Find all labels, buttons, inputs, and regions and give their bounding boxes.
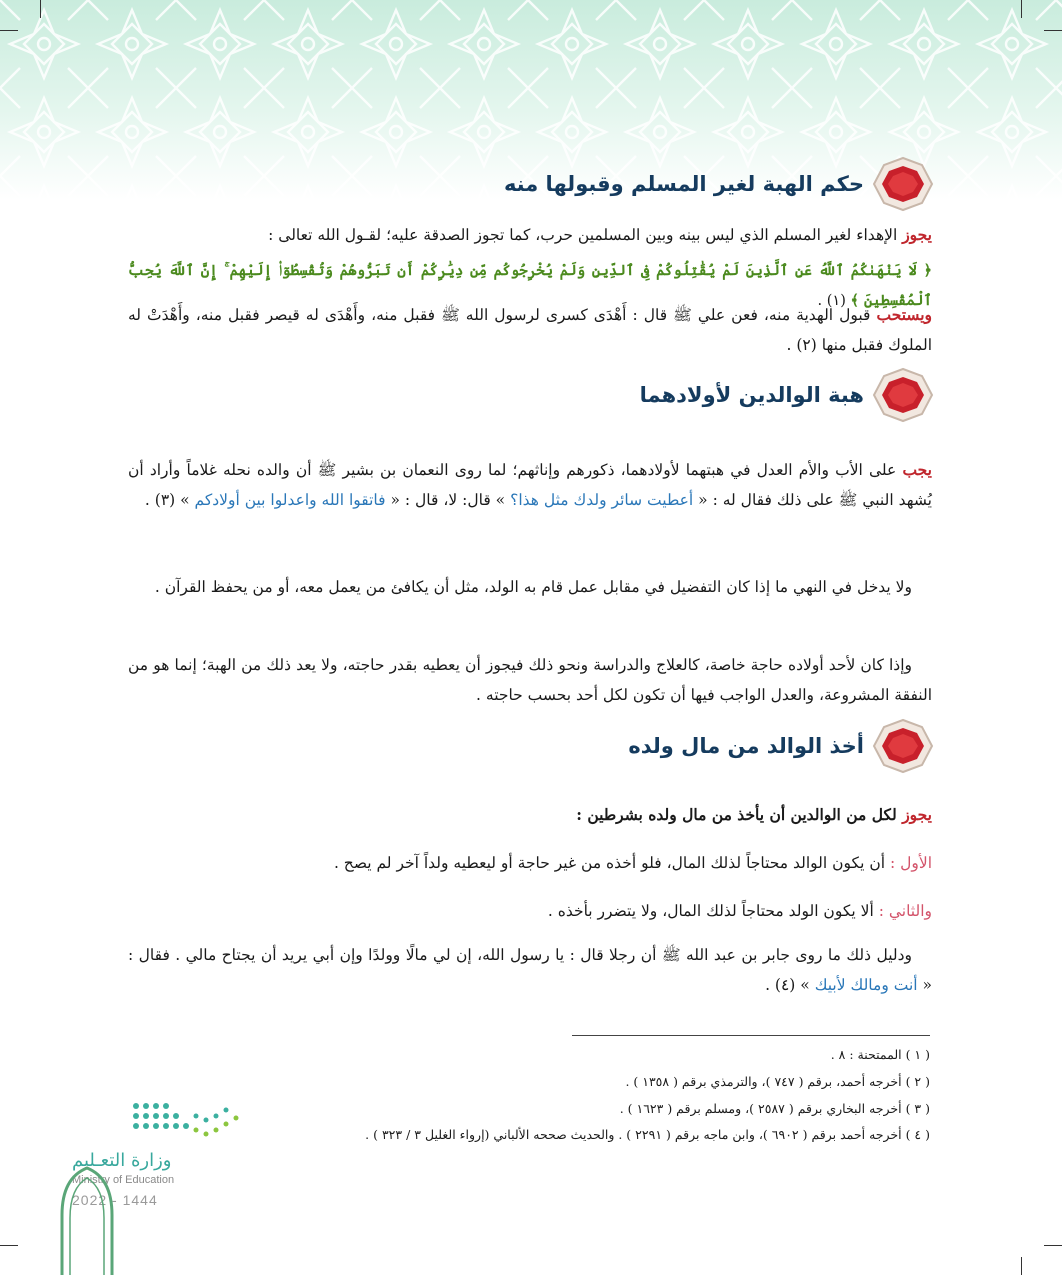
octagon-badge-icon bbox=[872, 156, 934, 212]
paragraph-text: ولا يدخل في النهي ما إذا كان التفضيل في مقابل عمل قام به الولد، مثل أن يكافئ من يعمل معه، أو من يحفظ القرآن . bbox=[154, 578, 912, 596]
paragraph-accept-gift bbox=[128, 300, 932, 360]
paragraph-evidence bbox=[128, 940, 932, 1000]
hadith-text: فاتقوا الله واعدلوا بين أولادكم bbox=[194, 491, 386, 509]
paragraph-text: ودليل ذلك ما روى جابر بن عبد الله ﷺ أن رجلا قال : يا رسول الله، إن لي مالًا وولدًا وإن أبي يريد أن يجتاح مالي . فقال : « bbox=[128, 946, 932, 994]
crop-mark bbox=[1044, 1245, 1062, 1246]
keyword: يجوز bbox=[902, 805, 932, 824]
paragraph-text: على الأب والأم العدل في هبتهما لأولادهما، ذكورهم وإناثهم؛ لما روى النعمان بن بشير ﷺ أن والده نحله غلاماً وأراد أن يُشهد النبي ﷺ على ذلك فقال له : « bbox=[128, 461, 932, 509]
crop-mark bbox=[40, 0, 41, 18]
octagon-badge-icon bbox=[872, 367, 934, 423]
ministry-logo-dots-icon bbox=[130, 1100, 250, 1144]
section-title: أخذ الوالد من مال ولده bbox=[628, 734, 864, 758]
section-heading-parents-gift bbox=[640, 367, 934, 423]
ministry-name-english: Ministry of Education bbox=[72, 1174, 175, 1186]
condition-first bbox=[128, 848, 932, 878]
section-heading-father-takes bbox=[628, 718, 934, 774]
ministry-name-arabic: وزارة التعـليم bbox=[72, 1150, 172, 1171]
paragraph-special-need bbox=[128, 650, 932, 710]
footnote-4: ( ٤ ) أخرجه أحمد برقم ( ٦٩٠٢ )، وابن ماجه برقم ( ٢٢٩١ ) . والحديث صححه الألباني (إرواء الغليل ٣ / ٣٢٣ ) . bbox=[365, 1127, 930, 1142]
footnote-2: ( ٢ ) أخرجه أحمد، برقم ( ٧٤٧ )، والترمذي برقم ( ١٣٥٨ ) . bbox=[625, 1074, 930, 1089]
paragraph-exception bbox=[128, 572, 932, 602]
crop-mark bbox=[0, 1245, 18, 1246]
paragraph-two-conditions bbox=[128, 800, 932, 830]
crop-mark bbox=[1021, 0, 1022, 18]
paragraph-text: » قال: لا، قال : « bbox=[385, 491, 511, 509]
condition-second bbox=[128, 896, 932, 926]
paragraph-text: قبول الهدية منه، فعن علي ﷺ قال : أَهْدَى كسرى لرسول الله ﷺ فقبل منه، وأَهْدَى له قيصر فقبل منه، وأَهْدَتْ له الملوك فقبل منها (٢) . bbox=[128, 306, 932, 354]
footnote-ref: (١) . bbox=[817, 293, 846, 309]
section-heading-gift-non-muslim bbox=[504, 156, 934, 212]
keyword: يجب bbox=[902, 460, 932, 479]
footnote-3: ( ٣ ) أخرجه البخاري برقم ( ٢٥٨٧ )، ومسلم برقم ( ١٦٢٣ ) . bbox=[619, 1101, 930, 1116]
paragraph-justice-children bbox=[128, 455, 932, 515]
paragraph-gift-permission bbox=[128, 220, 932, 250]
paragraph-text: » (٣) . bbox=[144, 491, 195, 509]
crop-mark bbox=[1044, 30, 1062, 31]
condition-text: ألا يكون الولد محتاجاً لذلك المال، ولا يتضرر بأخذه . bbox=[547, 902, 879, 920]
edition-year: 2022 - 1444 bbox=[72, 1192, 158, 1208]
condition-label: والثاني : bbox=[878, 902, 932, 920]
paragraph-text: الإهداء لغير المسلم الذي ليس بينه وبين المسلمين حرب، كما تجوز الصدقة عليه؛ لقـول الله تعالى : bbox=[268, 226, 903, 244]
paragraph-text: لكل من الوالدين أن يأخذ من مال ولده بشرطين : bbox=[576, 805, 903, 824]
condition-text: أن يكون الوالد محتاجاً لذلك المال، فلو أخذه من غير حاجة أو ليعطيه ولداً آخر لم يصح . bbox=[333, 854, 890, 872]
keyword: ويستحب bbox=[876, 305, 932, 324]
paragraph-text: » (٤) . bbox=[765, 976, 815, 994]
crop-mark bbox=[1021, 1257, 1022, 1275]
verse-text: ﴿ لَا يَنْهَىٰكُمُ ٱللَّهُ عَنِ ٱلَّذِينَ لَمْ يُقَٰتِلُوكُمْ فِى ٱلدِّينِ وَلَمْ يُخْرِجُوكُم مِّن دِيَٰرِكُمْ أَن تَبَرُّوهُمْ وَتُقْسِطُوٓا۟ إِلَيْهِمْ ۚ إِنَّ ٱللَّهَ يُحِبُّ ٱلْمُقْسِطِينَ ﴾ bbox=[128, 262, 932, 309]
condition-label: الأول : bbox=[889, 854, 932, 872]
section-title: حكم الهبة لغير المسلم وقبولها منه bbox=[503, 172, 864, 196]
arch-frame-icon bbox=[52, 1160, 122, 1275]
keyword: يجوز bbox=[902, 225, 932, 244]
section-title: هبة الوالدين لأولادهما bbox=[639, 383, 864, 407]
footnote-divider bbox=[572, 1035, 930, 1036]
octagon-badge-icon bbox=[872, 718, 934, 774]
footnote-1: ( ١ ) الممتحنة : ٨ . bbox=[830, 1047, 930, 1062]
hadith-text: أعطيت سائر ولدك مثل هذا؟ bbox=[510, 491, 694, 509]
hadith-text: أنت ومالك لأبيك bbox=[814, 976, 918, 994]
crop-mark bbox=[0, 30, 18, 31]
paragraph-text: وإذا كان لأحد أولاده حاجة خاصة، كالعلاج والدراسة ونحو ذلك فيجوز أن يعطيه بقدر حاجته، ولا يعد ذلك من الهبة؛ إنما هو من النفقة المشروعة، والعدل الواجب فيها أن تكون لكل أحد بحسب حاجته . bbox=[128, 656, 932, 704]
